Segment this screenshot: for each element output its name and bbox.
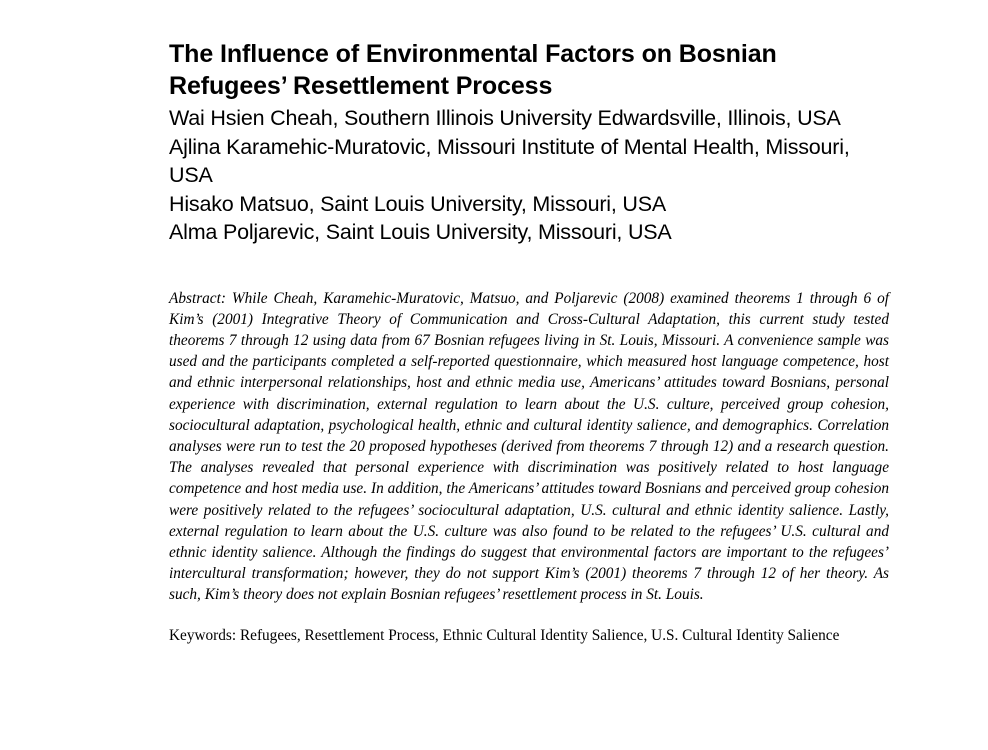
keywords-paragraph: Keywords: Refugees, Resettlement Process, Ethnic Cultural Identity Salience, U.S. Cultural Identity Salience (169, 626, 840, 644)
author-affiliation: Alma Poljarevic, Saint Louis University, Missouri, USA (169, 220, 672, 244)
abstract-paragraph: Abstract: While Cheah, Karamehic-Muratovic, Matsuo, and Poljarevic (2008) examined theorems 1 through 6 of Kim’s (2001) Integrative Theory of Communication and Cross-Cultural Adaptation, this current study tested theorems 7 through 12 using data from 67 Bosnian refugees living in St. Louis, Missouri. A convenience sample was used and the participants completed a self-reported questionnaire, which measured host language competence, host and ethnic interpersonal relationships, host and ethnic media use, Americans’ attitudes toward Bosnians, personal experience with discrimination, external regulation to learn about the U.S. culture, perceived group cohesion, sociocultural adaptation, psychological health, ethnic and cultural identity salience, and demographics. Correlation analyses were run to test the 20 proposed hypotheses (derived from theorems 7 through 12) and a research question. The analyses revealed that personal experience with discrimination was positively related to host language competence and host media use. In addition, the Americans’ attitudes toward Bosnians and perceived group cohesion were positively related to the refugees’ sociocultural adaptation, U.S. cultural and ethnic identity salience. Lastly, external regulation to learn about the U.S. culture was also found to be related to the refugees’ U.S. cultural and ethnic identity salience. Although the findings do suggest that environmental factors are important to the refugees’ intercultural transformation; however, they do not support Kim’s (2001) theorems 7 through 12 of her theory. As such, Kim’s theory does not explain Bosnian refugees’ resettlement process in St. Louis. (169, 289, 889, 604)
paper-title: The Influence of Environmental Factors on Bosnian Refugees’ Resettlement Process (169, 40, 777, 100)
author-affiliation: Wai Hsien Cheah, Southern Illinois University Edwardsville, Illinois, USA (169, 106, 841, 130)
author-list (169, 104, 889, 247)
author-affiliation: Hisako Matsuo, Saint Louis University, Missouri, USA (169, 191, 667, 216)
paper-page (169, 38, 889, 646)
author-affiliation: Ajlina Karamehic-Muratovic, Missouri Institute of Mental Health, Missouri, USA (169, 134, 850, 187)
